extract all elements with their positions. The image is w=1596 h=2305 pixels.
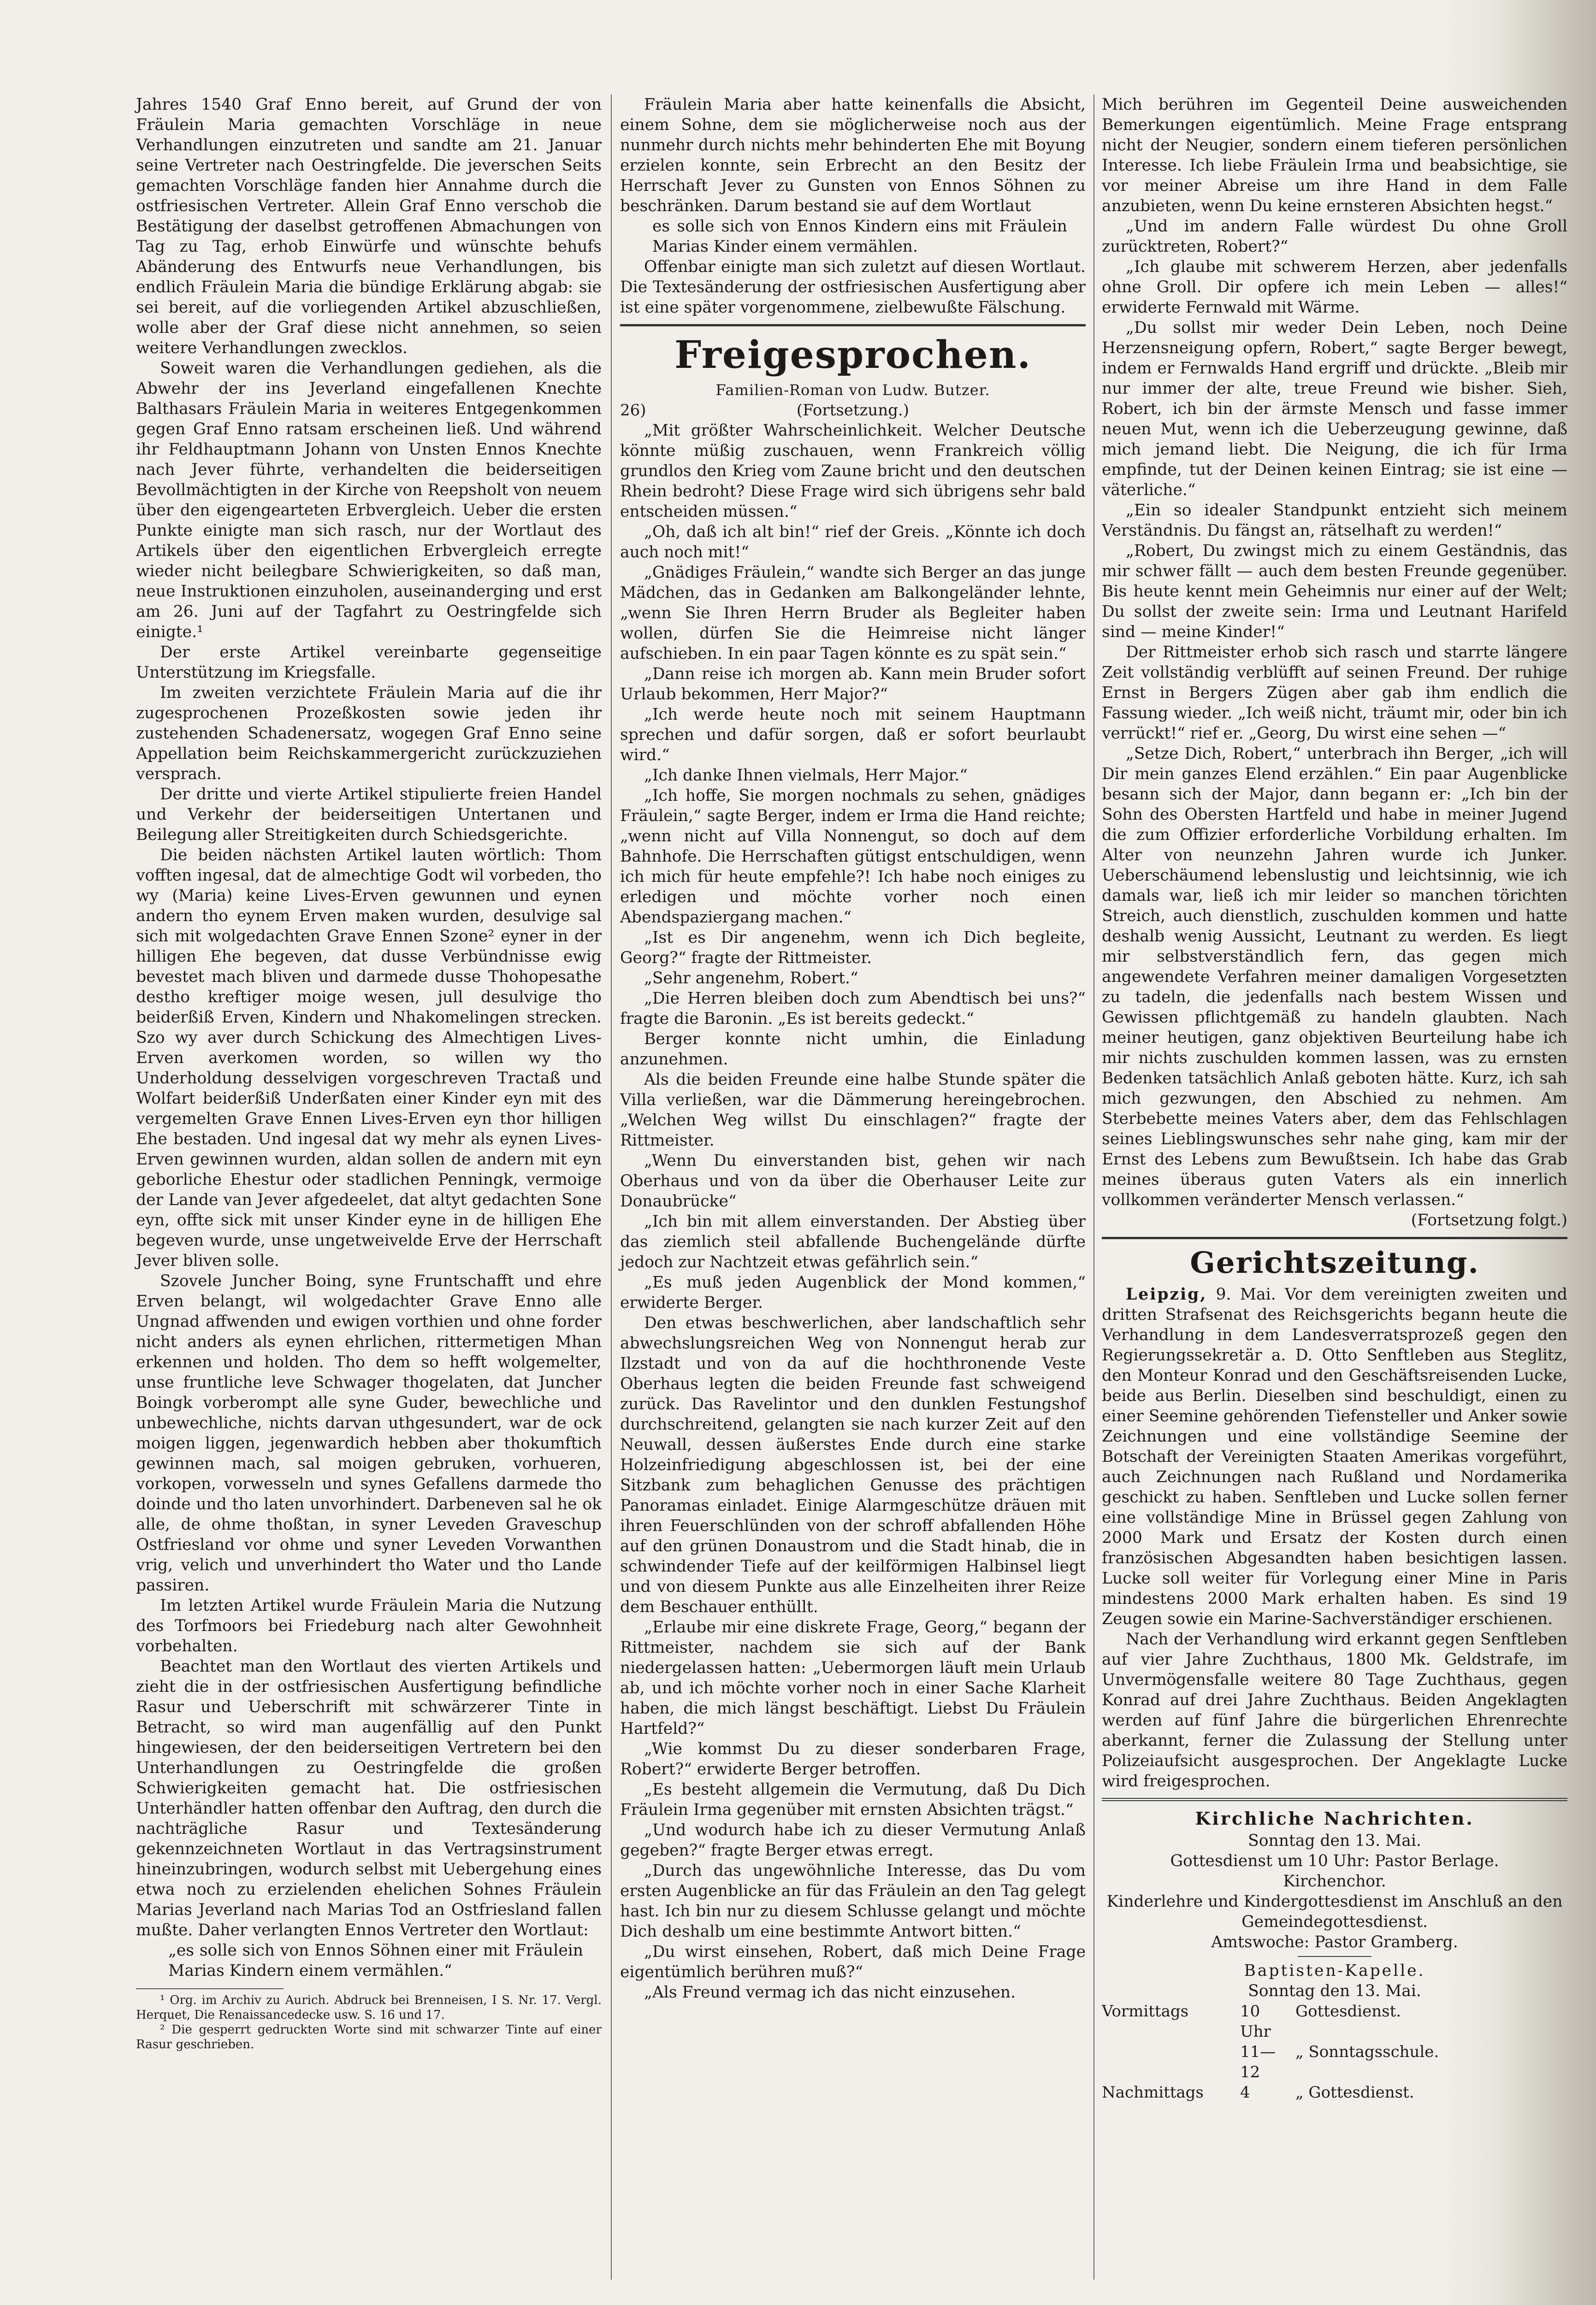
paragraph: „Ein so idealer Standpunkt entzieht sich meinem Verständnis. Du fängst an, rätselhaft zu werden!“ (1102, 501, 1567, 540)
paragraph: „Als Freund vermag ich das nicht einzusehen. (644, 1983, 1016, 2002)
paragraph: „Ist es Dir angenehm, wenn ich Dich begleite, Georg?“ fragte der Rittmeister. (620, 928, 1086, 967)
paragraph: Mich berühren im Gegenteil Deine ausweichenden Bemerkungen eigentümlich. Meine Frage entsprang nicht der Neugier, sondern einem tieferen persönlichen Interesse. Ich liebe Fräulein Irma und beabsichtige, sie vor meiner Abreise um ihre Hand in dem Falle anzubieten, wenn Du keine ernsteren Absichten hegst.“ (1102, 95, 1567, 215)
paragraph: Der dritte und vierte Artikel stipulierte freien Handel und Verkehr der beiderseitigen Untertanen und Beilegung aller Streitigkeiten durch Schiedsgerichte. (136, 785, 602, 844)
paragraph: „Es muß jeden Augenblick der Mond kommen,“ erwiderte Berger. (620, 1273, 1086, 1312)
paragraph: Im letzten Artikel wurde Fräulein Maria die Nutzung des Torfmoors bei Friedeburg nach alter Gewohnheit vorbehalten. (136, 1596, 602, 1655)
column-history (136, 95, 602, 2052)
paragraph: Der Rittmeister erhob sich rasch und starrte längere Zeit vollständig verblüfft auf seinen Freund. Der ruhige Ernst in Bergers Zügen aber gab ihm endlich die Fassung wieder. „Ich weiß nicht, träumt mir, oder bin ich verrückt!“ rief er. „Georg, Du wirst eine sehen —“ (1102, 643, 1567, 743)
church-line: Sonntag den 13. Mai. (1248, 1832, 1421, 1850)
paragraph: Den etwas beschwerlichen, aber landschaftlich sehr abwechslungsreichen Weg von Nonnengut herab zur Ilzstadt und von da auf die hochthronende Veste Oberhaus legten die beiden Freunde fast schweigend zurück. Das Ravelintor und den dunklen Festungshof durchschreitend, gelangten sie nach kurzer Zeit auf den Neuwall, dessen äußerstes Ende durch eine starke Holzeinfriedigung abgeschlossen ist, bei der eine Sitzbank zum behaglichen Genusse des prächtigen Panoramas einladet. Einige Alarmgeschütze dräuen mit ihren Feuerschlünden von der schroff abfallenden Höhe auf den grünen Donaustrom und die Stadt hinab, die in schwindender Tiefe auf der keilförmigen Halbinsel liegt und von diesem Punkte aus alle Einzelheiten ihrer Reize dem Beschauer enthüllt. (620, 1314, 1086, 1616)
paragraph: Jahres 1540 Graf Enno bereit, auf Grund der von Fräulein Maria gemachten Vorschläge in neue Verhandlungen einzutreten und sandte am 21. Januar seine Vertreter nach Oestringfelde. Die jeverschen Seits gemachten Vorschläge fanden hier Annahme durch die ostfriesischen Vertreter. Allein Graf Enno verschob die Bestätigung der daselbst getroffenen Abmachungen von Tag zu Tag, erhob Einwürfe und wünschte behufs Abänderung des Entwurfs neue Verhandlungen, bis endlich Fräulein Maria die bündige Erklärung abgab: sie sei bereit, auf die vorliegenden Artikel abzuschließen, wolle aber der Graf diese nicht annehmen, so seien weitere Verhandlungen zwecklos. (136, 95, 602, 357)
paragraph: „Gnädiges Fräulein,“ wandte sich Berger an das junge Mädchen, das in Gedanken am Balkongeländer lehnte, „wenn Sie Ihren Herrn Bruder als Begleiter haben wollen, dürfen Sie die Heimreise nicht länger aufschieben. In ein paar Tagen könnte es zu spät sein.“ (620, 563, 1086, 663)
paragraph: „Ich bin mit allem einverstanden. Der Abstieg über das ziemlich steil abfallende Buchengelände dürfte jedoch zur Nachtzeit etwas gefährlich sein.“ (620, 1212, 1086, 1271)
paragraph: „Wenn Du einverstanden bist, gehen wir nach Oberhaus und von da über die Oberhauser Leite zur Donaubrücke“ (620, 1152, 1086, 1211)
column-continuation (1102, 95, 1567, 2103)
church-line: Kinderlehre und Kindergottesdienst im Anschluß an den Gemeindegottesdienst. (1106, 1892, 1563, 1931)
schedule-row (1102, 2001, 1567, 2042)
paragraph: „Die Herren bleiben doch zum Abendtisch bei uns?“ fragte die Baronin. „Es ist bereits gedeckt.“ (620, 989, 1086, 1028)
schedule-when: Vormittags (1102, 2002, 1189, 2021)
schedule-row (1102, 2042, 1567, 2082)
dateline-city: Leipzig, (1126, 1285, 1207, 1304)
paragraph: Berger konnte nicht umhin, die Einladung anzunehmen. (620, 1030, 1086, 1069)
paragraph: „Robert, Du zwingst mich zu einem Geständnis, das mir schwer fällt — auch dem besten Freunde gegenüber. Bis heute kennt mein Geheimnis nur einer auf der Welt; Du sollst der zweite sein: Irma und Leutnant Harifeld sind — meine Kinder!“ (1102, 542, 1567, 641)
court-news-title: Gerichtszeitung. (1190, 1246, 1479, 1280)
church-line: Gottesdienst um 10 Uhr: Pastor Berlage. (1170, 1852, 1499, 1870)
paragraph: Nach der Verhandlung wird erkannt gegen Senftleben auf vier Jahre Zuchthaus, 1800 Mk. Geldstrafe, im Unvermögensfalle weitere 80 Tage Zuchthaus, gegen Konrad auf drei Jahre Zuchthaus. Beiden Angeklagten werden auf fünf Jahre die bürgerlichen Ehrenrechte aberkannt, ferner die Zulassung der Stellung unter Polizeiaufsicht ausgesprochen. Der Angeklagte Lucke wird freigesprochen. (1102, 1630, 1567, 1791)
court-report-text: 9. Mai. Vor dem vereinigten zweiten und dritten Strafsenat des Reichsgerichts begann heute die Verhandlung in dem Landesverratsprozeß gegen den Regierungssekretär a. D. Otto Senftleben aus Steglitz, den Monteur Konrad und den Geschäftsreisenden Lucke, beide aus Berlin. Dieselben sind beschuldigt, einen zu einer Seemine gehörenden Tiefensteller und Anker sowie Zeichnungen und eine vollständige Seemine der Botschaft der Vereinigten Staaten Amerikas vorgeführt, auch Zeichnungen nach Rußland und Nordamerika geschickt zu haben. Senftleben und Lucke sollen ferner eine vollständige Mine in Brüssel gegen Zahlung von 2000 Mark und Ersatz der Kosten durch einen französischen Abgesandten haben besichtigen lassen. Lucke soll weiter für Vorlegung einer Mine in Paris mindestens 2000 Mark erhalten haben. Es sind 19 Zeugen sowie ein Marine-Sachverständiger erschienen. (1102, 1285, 1567, 1628)
paragraph: „Setze Dich, Robert,“ unterbrach ihn Berger, „ich will Dir mein ganzes Elend erzählen.“ Ein paar Augenblicke besann sich der Major, dann begann er: „Ich bin der Sohn des Obersten Hartfeld und habe in meiner Jugend die zum Offizier erforderliche Vorbildung erhalten. Im Alter von neunzehn Jahren wurde ich Junker. Ueberschäumend lebenslustig und leichtsinnig, wie ich damals war, ließ ich mir leider so manchen törichten Streich, auch dienstlich, zuschulden kommen und hatte deshalb wenig Aussicht, Leutnant zu werden. Es liegt mir selbstverständlich fern, das gegen mich angewendete Verfahren meiner damaligen Vorgesetzten zu tadeln, die jedenfalls nach bestem Wissen und Gewissen pflichtgemäß zu handeln glaubten. Nach meiner heutigen, ganz objektiven Beurteilung habe ich mir nichts zuschulden kommen lassen, was zu ernsten Bedenken tatsächlich Anlaß geboten hätte. Kurz, ich sah mich gezwungen, den Abschied zu nehmen. Am Sterbebette meines Vaters aber, dem das Fehlschlagen seines Lieblingswunsches sehr nahe ging, kam mir der Ernst des Lebens zum Bewußtsein. Ich habe das Grab meines überaus guten Vaters als ein innerlich vollkommen veränderter Mensch verlassen.“ (1102, 745, 1567, 1209)
paragraph: „Oh, daß ich alt bin!“ rief der Greis. „Könnte ich doch auch noch mit!“ (620, 523, 1086, 561)
paragraph: „Du sollst mir weder Dein Leben, noch Deine Herzensneigung opfern, Robert,“ sagte Berger bewegt, indem er Fernwalds Hand ergriff und drückte. „Bleib mir nur immer der alte, treue Freund wie bisher. Sieh, Robert, ich bin der ärmste Mensch und fasse immer neuen Mut, wenn ich die Ueberzeugung gewinne, daß mich jemand liebt. Die Neigung, die ich für Irma empfinde, tut der Deinen keinen Eintrag; sie ist eine — väterliche.“ (1102, 319, 1567, 499)
church-line: Kirchenchor. (1283, 1872, 1386, 1891)
schedule-what: „ Gottesdienst. (1295, 2083, 1414, 2102)
paragraph: „Erlaube mir eine diskrete Frage, Georg,“ begann der Rittmeister, nachdem sie sich auf der Bank niedergelassen hatten: „Uebermorgen läuft mein Urlaub ab, und ich möchte vorher noch in einer Sache Klarheit haben, die mich längst beschäftigt. Liebst Du Fräulein Hartfeld?“ (620, 1618, 1086, 1738)
church-news-title: Kirchliche Nachrichten. (1195, 1808, 1474, 1829)
paragraph: Als die beiden Freunde eine halbe Stunde später die Villa verließen, war die Dämmerung hereingebrochen. „Welchen Weg willst Du einschlagen?“ fragte der Rittmeister. (620, 1070, 1086, 1150)
baptist-chapel-title: Baptisten-Kapelle. (1244, 1962, 1425, 1980)
schedule-when (1102, 2042, 1240, 2082)
schedule-row (1102, 2082, 1567, 2103)
paragraph: „Ich hoffe, Sie morgen nochmals zu sehen, gnädiges Fräulein,“ sagte Berger, indem er Irma die Hand reichte; „wenn nicht auf Villa Nonnengut, so doch auf dem Bahnhofe. Die Herrschaften gütigst entschuldigen, wenn ich mich für heute empfehle?! Ich habe noch einiges zu erledigen und möchte vorher noch einen Abendspaziergang machen.“ (620, 786, 1086, 927)
paragraph: „Dann reise ich morgen ab. Kann mein Bruder sofort Urlaub bekommen, Herr Major?“ (620, 665, 1086, 703)
column-rule (611, 95, 612, 2280)
court-report (1102, 1284, 1567, 1629)
small-divider (1298, 1956, 1371, 1957)
paragraph: Szovele Juncher Boing, syne Fruntschafft und ehre Erven belangt, wil wolgedachter Grave Enno alle Ungnad affwenden und ewigen vorthien und ohne forder nicht anders als eynen ehrlichen, rittermetigen Mhan erkennen und holden. Tho dem so hefft wolgemelter, unse fruntliche leve Schwager thogelaten, dat Juncher Boingk vorberompt alle syne Guder, bewechliche und unbewechliche, nichts darvan uthgesundert, war de ock moigen liggen, jegenwardich hebben aber thokumftich gewinnen mach, sal moigen gebruken, vorhueren, vorkopen, vorwesseln und synes Gefallens darmede tho doinde und tho laten unvorhindert. Darbeneven sal he ok alle, de ohme thoßtan, in syner Leveden Graveschup Ostfriesland vor ohme und syner Leveden Vorwanthen vrig, velich und unverhindert tho Water und tho Lande passiren. (136, 1272, 602, 1595)
baptist-date: Sonntag den 13. Mai. (1248, 1982, 1421, 2000)
paragraph: Beachtet man den Wortlaut des vierten Artikels und zieht die in der ostfriesischen Ausfertigung befindliche Rasur und Ueberschrift mit schwärzerer Tinte in Betracht, so wird man augenfällig auf den Punkt hingewiesen, der den beiderseitigen Vertretern bei den Unterhandlungen zu Oestringfelde die großen Schwierigkeiten gemacht hat. Die ostfriesischen Unterhändler hatten offenbar den Auftrag, den durch die nachträgliche Rasur und Textesänderung gekennzeichneten Wortlaut in das Vertragsinstrument hineinzubringen, wodurch selbst mit Uebergehung eines etwa noch zu erzielenden ehelichen Sohnes Fräulein Marias Jeverland nach Marias Tod an Ostfriesland fallen mußte. Daher verlangten Ennos Vertreter den Wortlaut: (136, 1657, 602, 1939)
quoted-wording: es solle sich von Ennos Kindern eins mit Fräulein Marias Kinder einem vermählen. (652, 217, 1067, 256)
schedule-time: 4 (1240, 2083, 1250, 2102)
paragraph: „Mit größter Wahrscheinlichkeit. Welcher Deutsche könnte müßig zuschauen, wenn Frankreich völlig grundlos den Krieg vom Zaune bricht und den deutschen Rhein bedroht? Diese Frage wird sich übrigens sehr bald entscheiden müssen.“ (620, 421, 1086, 521)
column-serial (620, 95, 1086, 2003)
serial-title: Freigesprochen. (674, 333, 1032, 377)
paragraph: „Ich glaube mit schwerem Herzen, aber jedenfalls ohne Groll. Dir opfere ich mein Leben — alles!“ erwiderte Fernwald mit Wärme. (1102, 258, 1567, 317)
footnote-divider (136, 1988, 284, 1989)
paragraph: Offenbar einigte man sich zuletzt auf diesen Wortlaut. Die Textesänderung der ostfriesischen Ausfertigung aber ist eine später vorgenommene, zielbewußte Fälschung. (620, 258, 1086, 317)
section-divider (1102, 1798, 1567, 1801)
continued-note: (Fortsetzung folgt.) (1411, 1211, 1567, 1229)
paragraph: Die beiden nächsten Artikel lauten wörtlich: Thom vofften ingesal, dat de almechtige Godt wil vorbeden, tho wy (Maria) keine Lives-Erven gewunnen und eynen andern tho eynem Erven maken wurden, desulvige sal sich mit wolgedachten Grave Ennen Szone² eyner in der hilligen Ehe begeven, dat dusse Verbündnisse ewig bevestet mach bliven und darmede dusse Thohopesathe destho kreftiger moige wesen, jull desulvige tho beiderßiß Erven, Kindern und Nhakomelingen strecken. Szo wy aver durch Schickung des Almechtigen Lives-Erven averkomen worden, so willen wy tho Underholdung desselvigen vorgeschreven Tractaß und Wolfart beiderßiß Underßaten einer Kinder eyn mit des vergemelten Grave Ennen Lives-Erven eyn thor hilligen Ehe bestaden. Und ingesal dat wy mehr als eynen Lives-Erven gewinnen wurden, aldan sollen de andern mit eyn geborliche Ehestur oder stadlichen Penningk, vermoige der Lande van Jever afgedeelet, dat altyt gedachten Sone eyn, offte sick mit unser Kinder eyne in de hilligen Ehe begeven wurde, unse ungetweivelde Erve der Herrschaft Jever bliven solle. (136, 846, 602, 1270)
section-divider (1102, 1237, 1567, 1239)
paragraph: „Wie kommst Du zu dieser sonderbaren Frage, Robert?“ erwiderte Berger betroffen. (620, 1740, 1086, 1779)
schedule-when: Nachmittags (1102, 2083, 1204, 2102)
paragraph: „Du wirst einsehen, Robert, daß mich Deine Frage eigentümlich berühren muß?“ (620, 1943, 1086, 1981)
paragraph: „Sehr angenehm, Robert.“ (644, 969, 858, 987)
installment-number: 26) (620, 401, 646, 420)
schedule-time: 10 Uhr (1240, 2002, 1271, 2041)
paragraph: Fräulein Maria aber hatte keinenfalls die Absicht, einem Sohne, dem sie möglicherweise noch aus der nunmehr durch nichts mehr behinderten Ehe mit Boyung erzielen konnte, sein Erbrecht an den Besitz der Herrschaft Jever zu Gunsten von Ennos Söhnen zu beschränken. Darum bestand sie auf dem Wortlaut (620, 95, 1086, 215)
paragraph: „Ich werde heute noch mit seinem Hauptmann sprechen und dafür sorgen, daß er sofort beurlaubt wird.“ (620, 705, 1086, 764)
footnote: ¹ Org. im Archiv zu Aurich. Abdruck bei Brenneisen, I S. Nr. 17. Vergl. Herquet, Die Renaissancedecke usw. S. 16 und 17. (136, 1993, 602, 2022)
serial-installment (620, 400, 1086, 420)
paragraph: „Und im andern Falle würdest Du ohne Groll zurücktreten, Robert?“ (1102, 217, 1567, 256)
footnote: ² Die gesperrt gedruckten Worte sind mit schwarzer Tinte auf einer Rasur geschrieben. (136, 2023, 602, 2051)
schedule-what: „ Sonntagsschule. (1295, 2043, 1439, 2061)
paragraph: „Durch das ungewöhnliche Interesse, das Du vom ersten Augenblicke an für das Fräulein an den Tag gelegt hast. Ich bin nur zu diesem Schlusse gelangt und möchte Dich deshalb um eine bestimmte Antwort bitten.“ (620, 1862, 1086, 1941)
paragraph: „Und wodurch habe ich zu dieser Vermutung Anlaß gegeben?“ fragte Berger etwas erregt. (620, 1821, 1086, 1860)
church-line: Amtswoche: Pastor Gramberg. (1211, 1933, 1458, 1951)
schedule-what: Gottesdienst. (1295, 2002, 1401, 2021)
paragraph: Der erste Artikel vereinbarte gegenseitige Unterstützung im Kriegsfalle. (136, 643, 602, 682)
schedule-time: 11—12 (1240, 2043, 1276, 2081)
serial-byline: Familien-Roman von Ludw. Butzer. (715, 381, 990, 399)
paragraph: „Ich danke Ihnen vielmals, Herr Major.“ (644, 766, 968, 785)
paragraph: Soweit waren die Verhandlungen gediehen, als die Abwehr der ins Jeverland eingefallenen Knechte Balthasars Fräulein Maria in weiteres Entgegenkommen gegen Graf Enno ratsam erscheinen ließ. Und während ihr Feldhauptmann Johann von Unsten Ennos Knechte nach Jever führte, verhandelten die beiderseitigen Bevollmächtigten in der Kirche von Reepsholt von neuem über den eigengearteten Erbvergleich. Ueber die ersten Punkte einigte man sich rasch, nur der Wortlaut des Artikels über den eigentlichen Erbvergleich erregte wieder nicht beilegbare Schwierigkeiten, so daß man, neue Instruktionen einzuholen, auseinanderging und erst am 26. Juni auf der Tagfahrt zu Oestringfelde sich einigte.¹ (136, 359, 602, 641)
quoted-wording: „es solle sich von Ennos Söhnen einer mit Fräulein Marias Kindern einem vermählen.“ (168, 1941, 583, 1980)
paragraph: Im zweiten verzichtete Fräulein Maria auf die ihr zugesprochenen Prozeßkosten sowie jeden ihr zustehenden Schadenersatz, wogegen Graf Enno seine Appellation beim Reichskammergericht zurückzuziehen versprach. (136, 684, 602, 783)
section-divider (620, 324, 1086, 326)
continued-label: (Fortsetzung.) (796, 401, 910, 420)
paragraph: „Es besteht allgemein die Vermutung, daß Du Dich Fräulein Irma gegenüber mit ernsten Absichten trägst.“ (620, 1780, 1086, 1819)
